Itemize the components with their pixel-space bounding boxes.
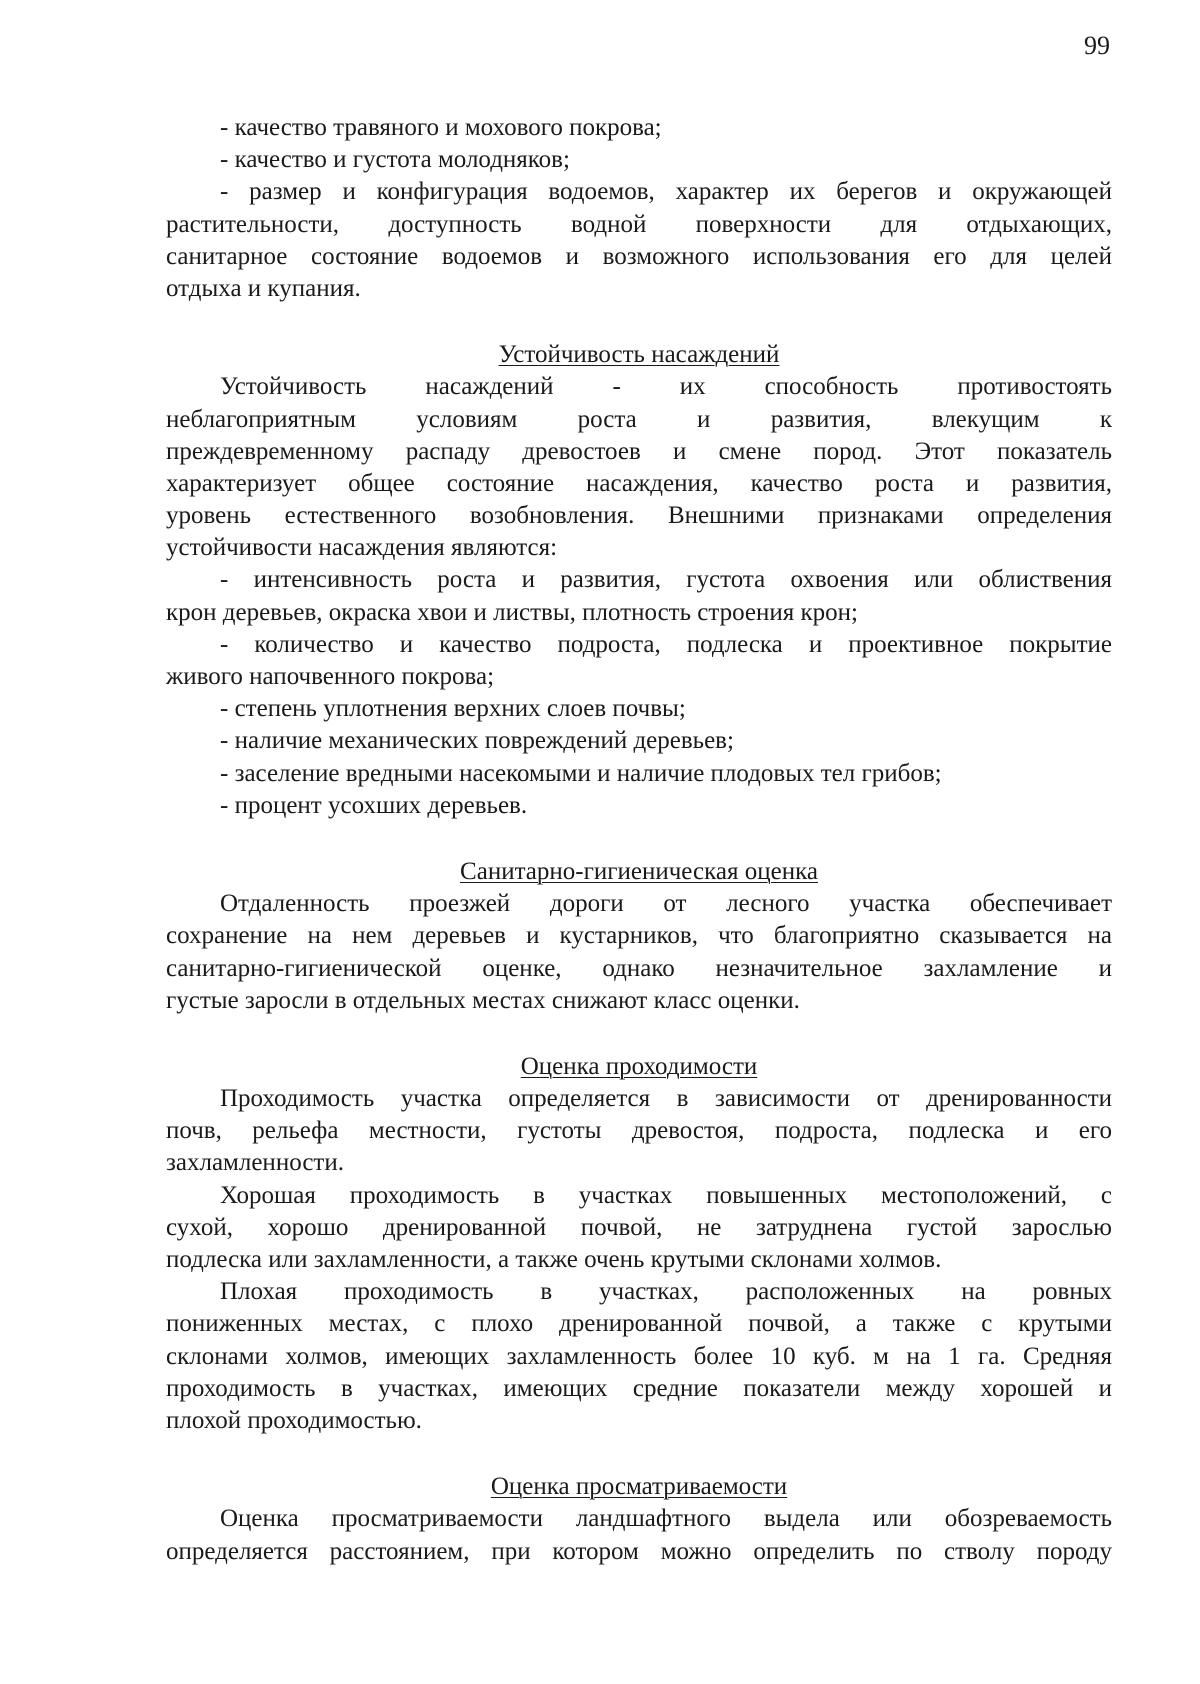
text-line: густые заросли в отдельных местах снижают класс оценки.	[166, 986, 800, 1014]
section-spacer	[166, 305, 1112, 339]
text-line: - качество и густота молодняков;	[220, 146, 570, 174]
text-line: захламленности.	[166, 1149, 344, 1177]
text-line: Проходимость участка определяется в зависимости от дренированности	[220, 1085, 1112, 1113]
section-heading: Оценка проходимости	[520, 1052, 758, 1080]
page-number: 99	[1084, 31, 1110, 60]
text-line: характеризует общее состояние насаждения, качество роста и развития,	[166, 469, 1112, 497]
text-line: почв, рельефа местности, густоты древостоя, подроста, подлеска и его	[166, 1117, 1112, 1145]
text-line: сухой, хорошо дренированной почвой, не затруднена густой зарослью	[166, 1213, 1112, 1241]
text-line: пониженных местах, с плохо дренированной почвой, а также с крутыми	[166, 1310, 1112, 1338]
text-line: санитарное состояние водоемов и возможного использования его для целей	[166, 242, 1112, 270]
text-line: неблагоприятным условиям роста и развития, влекущим к	[166, 405, 1112, 433]
section-heading: Оценка просматриваемости	[490, 1473, 788, 1501]
text-line: склонами холмов, имеющих захламленность более 10 куб. м на 1 га. Средняя	[166, 1342, 1112, 1370]
text-line: определяется расстоянием, при котором можно определить по стволу породу	[166, 1537, 1112, 1565]
text-line: - количество и качество подроста, подлеска и проективное покрытие	[220, 630, 1112, 658]
text-line: преждевременному распаду древостоев и смене пород. Этот показатель	[166, 437, 1112, 465]
text-line: - качество травяного и мохового покрова;	[220, 114, 662, 141]
section-spacer	[166, 1437, 1112, 1471]
text-line: - наличие механических повреждений деревьев;	[220, 727, 734, 755]
document-body	[166, 112, 1112, 1568]
section-heading: Санитарно-гигиеническая оценка	[460, 857, 818, 885]
text-line: санитарно-гигиенической оценке, однако незначительное захламление и	[166, 954, 1112, 982]
text-line: - интенсивность роста и развития, густота охвоения или облиствения	[220, 566, 1112, 594]
text-line: крон деревьев, окраска хвои и листвы, плотность строения крон;	[166, 598, 858, 626]
text-line: Оценка просматриваемости ландшафтного выдела или обозреваемость	[220, 1505, 1112, 1533]
text-line: Хорошая проходимость в участках повышенных местоположений, с	[220, 1181, 1112, 1209]
text-line: отдыха и купания.	[166, 274, 361, 302]
text-line: Отдаленность проезжей дороги от лесного участка обеспечивает	[220, 890, 1112, 918]
text-line: устойчивости насаждения являются:	[166, 534, 558, 562]
text-line: Плохая проходимость в участках, расположенных на ровных	[220, 1278, 1112, 1306]
text-line: сохранение на нем деревьев и кустарников, что благоприятно сказывается на	[166, 922, 1112, 950]
text-line: - размер и конфигурация водоемов, характер их берегов и окружающей	[220, 178, 1112, 206]
section-spacer	[166, 822, 1112, 856]
text-line: растительности, доступность водной поверхности для отдыхающих,	[166, 210, 1112, 238]
section-spacer	[166, 1017, 1112, 1051]
text-line: живого напочвенного покрова;	[166, 663, 495, 691]
text-line: уровень естественного возобновления. Внешними признаками определения	[166, 502, 1112, 530]
text-line: Устойчивость насаждений - их способность противостоять	[220, 373, 1112, 401]
text-line: плохой проходимостью.	[166, 1406, 422, 1434]
text-line: - заселение вредными насекомыми и наличие плодовых тел грибов;	[220, 759, 942, 787]
section-heading: Устойчивость насаждений	[498, 341, 780, 369]
text-line: подлеска или захламленности, а также очень крутыми склонами холмов.	[166, 1246, 942, 1274]
text-line: - процент усохших деревьев.	[220, 791, 528, 819]
text-line: - степень уплотнения верхних слоев почвы;	[220, 695, 686, 723]
text-line: проходимость в участках, имеющих средние показатели между хорошей и	[166, 1374, 1112, 1402]
